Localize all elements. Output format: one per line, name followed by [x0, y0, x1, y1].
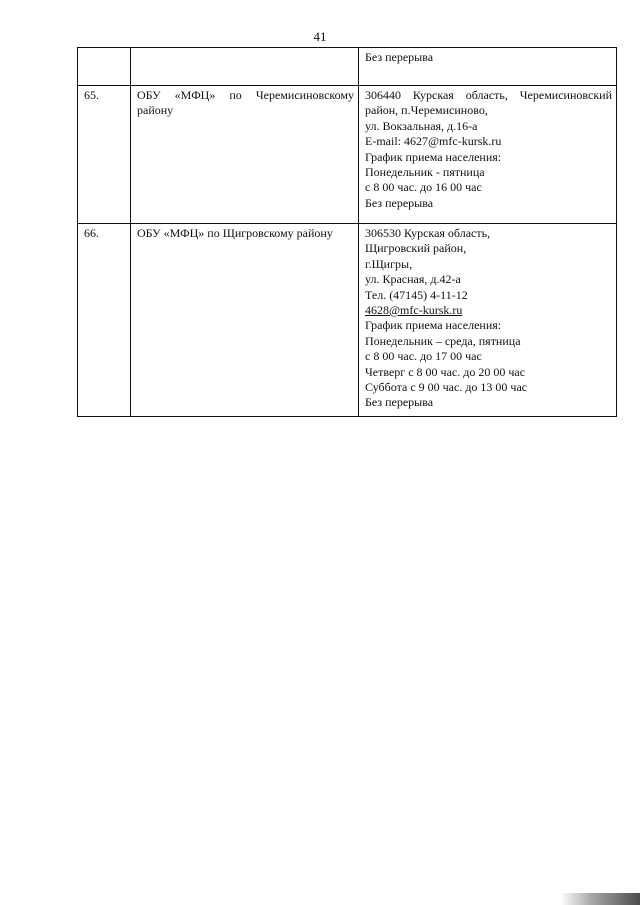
- address-region: 306530 Курская область,: [365, 226, 491, 240]
- cell-number: 66.: [78, 224, 131, 417]
- schedule-hours: с 8 00 час. до 16 00 час: [365, 180, 482, 195]
- scan-edge-artifact: [560, 893, 640, 905]
- saturday-hours: Суббота с 9 00 час. до 13 00 час: [365, 380, 528, 395]
- break-note: Без перерыва: [365, 195, 434, 210]
- address: 306440 Курская область, Черемисиновский район, п.Черемисиново,: [365, 88, 612, 118]
- street-address: ул. Красная, д.42-а: [365, 272, 461, 287]
- break-note: Без перерыва: [365, 50, 434, 64]
- table-row-65: [78, 86, 617, 224]
- table-row-continuation: [78, 48, 617, 86]
- cell-number: 65.: [78, 86, 131, 224]
- email-address[interactable]: E-mail: 4627@mfc-kursk.ru: [365, 134, 502, 149]
- street-address: ул. Вокзальная, д.16-а: [365, 118, 478, 133]
- schedule-hours: с 8 00 час. до 17 00 час: [365, 349, 482, 364]
- thursday-hours: Четверг с 8 00 час. до 20 00 час: [365, 364, 526, 379]
- phone-number: Тел. (47145) 4-11-12: [365, 287, 468, 302]
- schedule-title: График приема населения:: [365, 149, 502, 164]
- schedule-days: Понедельник - пятница: [365, 165, 485, 180]
- cell-contact-info: [359, 48, 617, 86]
- address-city: г.Щигры,: [365, 256, 413, 271]
- schedule-days: Понедельник – среда, пятница: [365, 333, 521, 348]
- cell-organization: [131, 48, 359, 86]
- schedule-title: График приема населения:: [365, 318, 502, 333]
- cell-number: [78, 48, 131, 86]
- cell-contact-info: [359, 224, 617, 417]
- address-district: Щигровский район,: [365, 241, 467, 256]
- break-note: Без перерыва: [365, 395, 434, 410]
- email-link[interactable]: 4628@mfc-kursk.ru: [365, 303, 463, 318]
- mfc-offices-table: [77, 47, 617, 417]
- organization-name: ОБУ «МФЦ» по Щигровскому району: [137, 226, 333, 240]
- cell-organization: [131, 224, 359, 417]
- cell-organization: ОБУ «МФЦ» по Черемисиновскому району: [131, 86, 359, 224]
- table-row-66: [78, 224, 617, 417]
- cell-contact-info: [359, 86, 617, 224]
- page-number: 41: [313, 29, 327, 44]
